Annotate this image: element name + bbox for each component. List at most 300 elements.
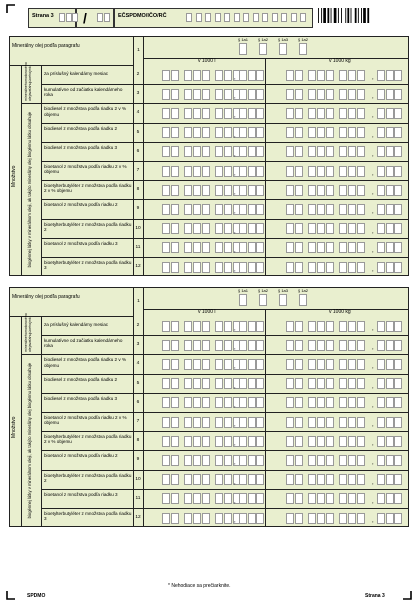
value-input-cell-left[interactable] <box>215 417 223 428</box>
header-input-cell[interactable] <box>262 13 268 22</box>
value-input-cell-left[interactable] <box>202 166 210 177</box>
decimal-input-cell-right[interactable] <box>386 262 394 273</box>
decimal-input-cell-right[interactable] <box>386 166 394 177</box>
value-input-cell-right[interactable] <box>295 166 303 177</box>
value-input-cell-right[interactable] <box>317 321 325 332</box>
decimal-input-cell-right[interactable] <box>377 340 385 351</box>
value-input-cell-right[interactable] <box>317 436 325 447</box>
value-input-cell-right[interactable] <box>348 436 356 447</box>
value-input-cell-left[interactable] <box>193 185 201 196</box>
value-input-cell-left[interactable] <box>224 436 232 447</box>
value-input-cell-left[interactable] <box>224 204 232 215</box>
value-input-cell-right[interactable] <box>308 359 316 370</box>
decimal-input-cell-right[interactable] <box>386 474 394 485</box>
value-input-cell-left[interactable] <box>162 321 170 332</box>
value-input-cell-left[interactable] <box>162 436 170 447</box>
value-input-cell-right[interactable] <box>286 223 294 234</box>
value-input-cell-left[interactable] <box>184 223 192 234</box>
column-code-cell[interactable] <box>259 294 267 306</box>
value-input-cell-left[interactable] <box>184 108 192 119</box>
value-input-cell-left[interactable] <box>224 262 232 273</box>
value-input-cell-right[interactable] <box>295 185 303 196</box>
decimal-input-cell-left[interactable] <box>239 359 247 370</box>
value-input-cell-left[interactable] <box>171 127 179 138</box>
decimal-input-cell-right[interactable] <box>377 242 385 253</box>
value-input-cell-left[interactable] <box>171 513 179 524</box>
value-input-cell-right[interactable] <box>295 455 303 466</box>
value-input-cell-left[interactable] <box>224 108 232 119</box>
decimal-input-cell-right[interactable] <box>394 242 402 253</box>
value-input-cell-left[interactable] <box>184 378 192 389</box>
value-input-cell-left[interactable] <box>202 493 210 504</box>
value-input-cell-right[interactable] <box>286 204 294 215</box>
value-input-cell-left[interactable] <box>215 108 223 119</box>
header-input-cell[interactable] <box>215 13 221 22</box>
decimal-input-cell-left[interactable] <box>239 89 247 100</box>
value-input-cell-right[interactable] <box>326 340 334 351</box>
value-input-cell-left[interactable] <box>184 417 192 428</box>
value-input-cell-right[interactable] <box>348 204 356 215</box>
header-input-cell[interactable] <box>281 13 287 22</box>
value-input-cell-left[interactable] <box>215 474 223 485</box>
value-input-cell-left[interactable] <box>215 204 223 215</box>
value-input-cell-right[interactable] <box>286 397 294 408</box>
value-input-cell-right[interactable] <box>286 436 294 447</box>
decimal-input-cell-right[interactable] <box>377 262 385 273</box>
value-input-cell-right[interactable] <box>295 89 303 100</box>
value-input-cell-right[interactable] <box>308 262 316 273</box>
decimal-input-cell-right[interactable] <box>394 127 402 138</box>
value-input-cell-left[interactable] <box>171 321 179 332</box>
value-input-cell-left[interactable] <box>162 204 170 215</box>
value-input-cell-left[interactable] <box>202 242 210 253</box>
value-input-cell-right[interactable] <box>308 321 316 332</box>
decimal-input-cell-left[interactable] <box>248 185 256 196</box>
decimal-input-cell-right[interactable] <box>377 513 385 524</box>
value-input-cell-right[interactable] <box>317 474 325 485</box>
value-input-cell-left[interactable] <box>193 493 201 504</box>
decimal-input-cell-right[interactable] <box>394 321 402 332</box>
value-input-cell-right[interactable] <box>339 378 347 389</box>
value-input-cell-left[interactable] <box>193 436 201 447</box>
decimal-input-cell-right[interactable] <box>377 397 385 408</box>
value-input-cell-left[interactable] <box>162 242 170 253</box>
value-input-cell-right[interactable] <box>326 359 334 370</box>
decimal-input-cell-left[interactable] <box>248 242 256 253</box>
decimal-input-cell-left[interactable] <box>248 89 256 100</box>
value-input-cell-right[interactable] <box>286 70 294 81</box>
value-input-cell-left[interactable] <box>224 378 232 389</box>
decimal-input-cell-left[interactable] <box>239 127 247 138</box>
value-input-cell-right[interactable] <box>317 262 325 273</box>
decimal-input-cell-right[interactable] <box>377 146 385 157</box>
decimal-input-cell-left[interactable] <box>256 70 264 81</box>
decimal-input-cell-left[interactable] <box>239 436 247 447</box>
value-input-cell-left[interactable] <box>171 166 179 177</box>
value-input-cell-left[interactable] <box>202 513 210 524</box>
value-input-cell-right[interactable] <box>357 127 365 138</box>
value-input-cell-left[interactable] <box>202 436 210 447</box>
value-input-cell-right[interactable] <box>348 321 356 332</box>
value-input-cell-right[interactable] <box>317 127 325 138</box>
value-input-cell-left[interactable] <box>193 146 201 157</box>
value-input-cell-left[interactable] <box>193 223 201 234</box>
value-input-cell-right[interactable] <box>339 455 347 466</box>
value-input-cell-right[interactable] <box>348 242 356 253</box>
value-input-cell-right[interactable] <box>348 493 356 504</box>
value-input-cell-right[interactable] <box>348 223 356 234</box>
header-input-cell[interactable] <box>205 13 211 22</box>
decimal-input-cell-left[interactable] <box>239 262 247 273</box>
decimal-input-cell-left[interactable] <box>256 146 264 157</box>
value-input-cell-right[interactable] <box>295 223 303 234</box>
value-input-cell-left[interactable] <box>202 70 210 81</box>
value-input-cell-left[interactable] <box>215 166 223 177</box>
value-input-cell-right[interactable] <box>308 436 316 447</box>
decimal-input-cell-left[interactable] <box>248 166 256 177</box>
value-input-cell-right[interactable] <box>339 436 347 447</box>
value-input-cell-right[interactable] <box>357 262 365 273</box>
value-input-cell-right[interactable] <box>348 89 356 100</box>
value-input-cell-right[interactable] <box>317 340 325 351</box>
decimal-input-cell-right[interactable] <box>386 321 394 332</box>
value-input-cell-right[interactable] <box>348 185 356 196</box>
decimal-input-cell-left[interactable] <box>256 359 264 370</box>
value-input-cell-right[interactable] <box>317 455 325 466</box>
value-input-cell-right[interactable] <box>295 474 303 485</box>
decimal-input-cell-left[interactable] <box>248 378 256 389</box>
value-input-cell-left[interactable] <box>162 146 170 157</box>
value-input-cell-left[interactable] <box>215 70 223 81</box>
decimal-input-cell-left[interactable] <box>256 185 264 196</box>
decimal-input-cell-left[interactable] <box>239 70 247 81</box>
decimal-input-cell-left[interactable] <box>239 223 247 234</box>
value-input-cell-left[interactable] <box>162 397 170 408</box>
value-input-cell-right[interactable] <box>286 108 294 119</box>
value-input-cell-left[interactable] <box>224 146 232 157</box>
value-input-cell-right[interactable] <box>357 204 365 215</box>
value-input-cell-left[interactable] <box>215 185 223 196</box>
decimal-input-cell-right[interactable] <box>377 417 385 428</box>
value-input-cell-left[interactable] <box>184 242 192 253</box>
value-input-cell-left[interactable] <box>162 417 170 428</box>
value-input-cell-right[interactable] <box>326 146 334 157</box>
value-input-cell-right[interactable] <box>357 146 365 157</box>
value-input-cell-right[interactable] <box>339 474 347 485</box>
value-input-cell-right[interactable] <box>308 127 316 138</box>
decimal-input-cell-left[interactable] <box>239 417 247 428</box>
value-input-cell-left[interactable] <box>215 262 223 273</box>
value-input-cell-right[interactable] <box>308 223 316 234</box>
column-code-cell[interactable] <box>259 43 267 55</box>
value-input-cell-left[interactable] <box>202 108 210 119</box>
column-code-cell[interactable] <box>239 294 247 306</box>
value-input-cell-left[interactable] <box>193 417 201 428</box>
header-input-cell[interactable] <box>291 13 297 22</box>
value-input-cell-left[interactable] <box>202 146 210 157</box>
decimal-input-cell-left[interactable] <box>256 455 264 466</box>
value-input-cell-right[interactable] <box>348 397 356 408</box>
value-input-cell-right[interactable] <box>326 417 334 428</box>
value-input-cell-left[interactable] <box>202 127 210 138</box>
value-input-cell-right[interactable] <box>286 359 294 370</box>
value-input-cell-left[interactable] <box>224 340 232 351</box>
value-input-cell-right[interactable] <box>357 89 365 100</box>
value-input-cell-right[interactable] <box>326 378 334 389</box>
value-input-cell-left[interactable] <box>202 340 210 351</box>
value-input-cell-left[interactable] <box>224 223 232 234</box>
value-input-cell-left[interactable] <box>184 185 192 196</box>
header-input-cell[interactable] <box>234 13 240 22</box>
value-input-cell-right[interactable] <box>317 242 325 253</box>
value-input-cell-right[interactable] <box>339 262 347 273</box>
value-input-cell-left[interactable] <box>184 455 192 466</box>
decimal-input-cell-left[interactable] <box>248 262 256 273</box>
header-input-cell[interactable] <box>97 13 103 22</box>
decimal-input-cell-left[interactable] <box>248 70 256 81</box>
value-input-cell-left[interactable] <box>215 513 223 524</box>
value-input-cell-left[interactable] <box>171 242 179 253</box>
decimal-input-cell-right[interactable] <box>394 108 402 119</box>
value-input-cell-left[interactable] <box>224 474 232 485</box>
value-input-cell-right[interactable] <box>339 242 347 253</box>
value-input-cell-left[interactable] <box>193 378 201 389</box>
value-input-cell-left[interactable] <box>171 397 179 408</box>
value-input-cell-right[interactable] <box>317 223 325 234</box>
value-input-cell-right[interactable] <box>339 513 347 524</box>
value-input-cell-right[interactable] <box>326 108 334 119</box>
value-input-cell-left[interactable] <box>184 493 192 504</box>
value-input-cell-right[interactable] <box>317 204 325 215</box>
decimal-input-cell-left[interactable] <box>248 127 256 138</box>
value-input-cell-left[interactable] <box>202 359 210 370</box>
value-input-cell-left[interactable] <box>193 108 201 119</box>
value-input-cell-right[interactable] <box>308 242 316 253</box>
decimal-input-cell-left[interactable] <box>248 436 256 447</box>
decimal-input-cell-left[interactable] <box>239 108 247 119</box>
value-input-cell-right[interactable] <box>286 493 294 504</box>
decimal-input-cell-left[interactable] <box>248 397 256 408</box>
decimal-input-cell-right[interactable] <box>394 436 402 447</box>
decimal-input-cell-left[interactable] <box>256 321 264 332</box>
value-input-cell-right[interactable] <box>326 474 334 485</box>
value-input-cell-right[interactable] <box>317 493 325 504</box>
value-input-cell-left[interactable] <box>171 493 179 504</box>
value-input-cell-right[interactable] <box>295 340 303 351</box>
decimal-input-cell-left[interactable] <box>239 340 247 351</box>
value-input-cell-left[interactable] <box>224 455 232 466</box>
value-input-cell-right[interactable] <box>326 70 334 81</box>
value-input-cell-left[interactable] <box>215 397 223 408</box>
decimal-input-cell-left[interactable] <box>256 223 264 234</box>
value-input-cell-right[interactable] <box>295 378 303 389</box>
value-input-cell-right[interactable] <box>357 359 365 370</box>
value-input-cell-left[interactable] <box>215 89 223 100</box>
decimal-input-cell-right[interactable] <box>386 493 394 504</box>
decimal-input-cell-left[interactable] <box>239 493 247 504</box>
value-input-cell-left[interactable] <box>171 223 179 234</box>
value-input-cell-left[interactable] <box>184 89 192 100</box>
decimal-input-cell-right[interactable] <box>394 397 402 408</box>
decimal-input-cell-right[interactable] <box>394 204 402 215</box>
decimal-input-cell-right[interactable] <box>386 436 394 447</box>
decimal-input-cell-left[interactable] <box>248 474 256 485</box>
value-input-cell-right[interactable] <box>308 146 316 157</box>
header-input-cell[interactable] <box>186 13 192 22</box>
value-input-cell-left[interactable] <box>224 321 232 332</box>
value-input-cell-left[interactable] <box>171 378 179 389</box>
value-input-cell-right[interactable] <box>326 455 334 466</box>
value-input-cell-right[interactable] <box>317 146 325 157</box>
decimal-input-cell-left[interactable] <box>239 204 247 215</box>
value-input-cell-right[interactable] <box>286 127 294 138</box>
decimal-input-cell-left[interactable] <box>239 166 247 177</box>
decimal-input-cell-left[interactable] <box>239 513 247 524</box>
value-input-cell-right[interactable] <box>286 321 294 332</box>
value-input-cell-left[interactable] <box>162 340 170 351</box>
value-input-cell-left[interactable] <box>193 340 201 351</box>
value-input-cell-left[interactable] <box>193 89 201 100</box>
decimal-input-cell-left[interactable] <box>239 321 247 332</box>
value-input-cell-right[interactable] <box>339 166 347 177</box>
header-input-cell[interactable] <box>224 13 230 22</box>
value-input-cell-left[interactable] <box>202 89 210 100</box>
value-input-cell-left[interactable] <box>215 455 223 466</box>
decimal-input-cell-left[interactable] <box>256 493 264 504</box>
header-input-cell[interactable] <box>300 13 306 22</box>
value-input-cell-right[interactable] <box>326 493 334 504</box>
decimal-input-cell-left[interactable] <box>239 242 247 253</box>
decimal-input-cell-left[interactable] <box>239 185 247 196</box>
value-input-cell-right[interactable] <box>339 146 347 157</box>
decimal-input-cell-right[interactable] <box>377 378 385 389</box>
value-input-cell-right[interactable] <box>317 397 325 408</box>
value-input-cell-left[interactable] <box>171 359 179 370</box>
decimal-input-cell-right[interactable] <box>377 89 385 100</box>
decimal-input-cell-left[interactable] <box>256 108 264 119</box>
value-input-cell-right[interactable] <box>326 321 334 332</box>
value-input-cell-left[interactable] <box>224 166 232 177</box>
value-input-cell-left[interactable] <box>184 262 192 273</box>
decimal-input-cell-right[interactable] <box>394 474 402 485</box>
decimal-input-cell-right[interactable] <box>394 89 402 100</box>
value-input-cell-left[interactable] <box>193 242 201 253</box>
decimal-input-cell-right[interactable] <box>377 223 385 234</box>
column-code-cell[interactable] <box>279 43 287 55</box>
value-input-cell-left[interactable] <box>162 108 170 119</box>
value-input-cell-right[interactable] <box>308 185 316 196</box>
value-input-cell-right[interactable] <box>339 359 347 370</box>
decimal-input-cell-left[interactable] <box>256 262 264 273</box>
value-input-cell-right[interactable] <box>317 166 325 177</box>
value-input-cell-left[interactable] <box>193 127 201 138</box>
value-input-cell-right[interactable] <box>357 417 365 428</box>
value-input-cell-right[interactable] <box>286 340 294 351</box>
value-input-cell-left[interactable] <box>171 108 179 119</box>
header-input-cell[interactable] <box>196 13 202 22</box>
value-input-cell-right[interactable] <box>348 166 356 177</box>
value-input-cell-right[interactable] <box>308 89 316 100</box>
decimal-input-cell-left[interactable] <box>256 127 264 138</box>
decimal-input-cell-left[interactable] <box>248 493 256 504</box>
value-input-cell-right[interactable] <box>317 185 325 196</box>
header-input-cell[interactable] <box>66 13 72 22</box>
value-input-cell-right[interactable] <box>339 89 347 100</box>
value-input-cell-left[interactable] <box>202 185 210 196</box>
value-input-cell-left[interactable] <box>224 89 232 100</box>
value-input-cell-left[interactable] <box>202 223 210 234</box>
decimal-input-cell-left[interactable] <box>256 417 264 428</box>
value-input-cell-right[interactable] <box>357 474 365 485</box>
value-input-cell-right[interactable] <box>357 378 365 389</box>
header-input-cell[interactable] <box>272 13 278 22</box>
value-input-cell-left[interactable] <box>193 70 201 81</box>
value-input-cell-right[interactable] <box>295 108 303 119</box>
value-input-cell-right[interactable] <box>326 436 334 447</box>
value-input-cell-right[interactable] <box>295 242 303 253</box>
decimal-input-cell-left[interactable] <box>256 378 264 389</box>
value-input-cell-right[interactable] <box>295 397 303 408</box>
value-input-cell-right[interactable] <box>326 262 334 273</box>
decimal-input-cell-left[interactable] <box>256 436 264 447</box>
value-input-cell-left[interactable] <box>193 397 201 408</box>
value-input-cell-right[interactable] <box>348 474 356 485</box>
value-input-cell-right[interactable] <box>348 108 356 119</box>
value-input-cell-right[interactable] <box>286 474 294 485</box>
value-input-cell-left[interactable] <box>202 455 210 466</box>
value-input-cell-right[interactable] <box>326 89 334 100</box>
value-input-cell-right[interactable] <box>339 321 347 332</box>
decimal-input-cell-right[interactable] <box>386 146 394 157</box>
decimal-input-cell-left[interactable] <box>256 513 264 524</box>
value-input-cell-right[interactable] <box>295 493 303 504</box>
value-input-cell-left[interactable] <box>184 321 192 332</box>
value-input-cell-right[interactable] <box>295 321 303 332</box>
value-input-cell-left[interactable] <box>162 166 170 177</box>
header-input-cell[interactable] <box>59 13 65 22</box>
value-input-cell-right[interactable] <box>286 417 294 428</box>
column-code-cell[interactable] <box>239 43 247 55</box>
decimal-input-cell-right[interactable] <box>394 493 402 504</box>
value-input-cell-left[interactable] <box>171 89 179 100</box>
decimal-input-cell-left[interactable] <box>239 378 247 389</box>
value-input-cell-right[interactable] <box>339 417 347 428</box>
column-code-cell[interactable] <box>299 294 307 306</box>
decimal-input-cell-right[interactable] <box>386 70 394 81</box>
value-input-cell-right[interactable] <box>286 89 294 100</box>
value-input-cell-left[interactable] <box>224 242 232 253</box>
decimal-input-cell-left[interactable] <box>239 397 247 408</box>
value-input-cell-left[interactable] <box>162 474 170 485</box>
value-input-cell-left[interactable] <box>162 89 170 100</box>
value-input-cell-left[interactable] <box>224 185 232 196</box>
value-input-cell-right[interactable] <box>295 204 303 215</box>
decimal-input-cell-right[interactable] <box>386 340 394 351</box>
decimal-input-cell-right[interactable] <box>386 185 394 196</box>
value-input-cell-right[interactable] <box>326 242 334 253</box>
decimal-input-cell-right[interactable] <box>386 513 394 524</box>
value-input-cell-right[interactable] <box>326 127 334 138</box>
value-input-cell-right[interactable] <box>326 166 334 177</box>
value-input-cell-left[interactable] <box>215 242 223 253</box>
value-input-cell-left[interactable] <box>171 455 179 466</box>
decimal-input-cell-right[interactable] <box>377 166 385 177</box>
decimal-input-cell-left[interactable] <box>256 474 264 485</box>
value-input-cell-right[interactable] <box>326 204 334 215</box>
decimal-input-cell-right[interactable] <box>386 397 394 408</box>
value-input-cell-right[interactable] <box>308 378 316 389</box>
decimal-input-cell-right[interactable] <box>386 378 394 389</box>
